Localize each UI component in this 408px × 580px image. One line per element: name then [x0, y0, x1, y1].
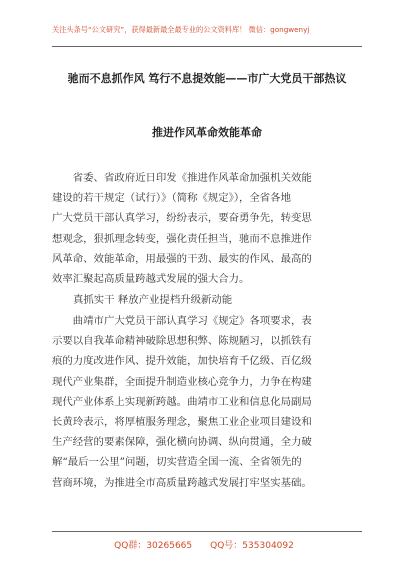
paragraph-line: 广大党员干部认真学习，纷纷表示，要奋勇争先，转变思 [52, 212, 312, 225]
paragraph-qujing [52, 311, 364, 493]
paragraph-line: 曲靖市广大党员干部认真学习《规定》各项要求，表 [52, 315, 312, 327]
header-divider [52, 46, 362, 47]
paragraph-line: 示要以自我革命精神破除思想积弊、陈规陋习，以抓铁有 [52, 335, 312, 348]
footer-qq-number: QQ号：535304092 [210, 541, 294, 551]
paragraph-intro [52, 168, 364, 289]
document-title: 驰而不息抓作风 笃行不息提效能——市广大党员干部热议 [67, 72, 347, 85]
document-title-continued: 推进作风革命效能革命 [152, 126, 262, 139]
paragraph-line: 风革命、效能革命，用最强的干劲、最实的作风、最高的 [52, 252, 312, 265]
paragraph-line: 效率汇聚起高质量跨越式发展的强大合力。 [52, 272, 250, 285]
header-note: 关注头条号“公文研究”，获得最新最全最专业的公文资料库！ 微信：gongwenyj [52, 25, 310, 34]
paragraph-line: 生产经营的要素保障，强化横向协调、纵向贯通，全力破 [52, 436, 312, 449]
paragraph-line: 省委、省政府近日印发《推进作风革命加强机关效能 [52, 172, 312, 184]
paragraph-line: 营商环境，为推进全市高质量跨越式发展打牢坚实基础。 [52, 476, 312, 489]
section-subheading: 真抓实干 释放产业提档升级新动能 [73, 294, 233, 306]
paragraph-line: 现代产业集群，全面提升制造业核心竞争力，力争在构建 [52, 375, 312, 388]
footer-contact [0, 538, 408, 551]
paragraph-line: 解“最后一公里”问题，切实营造全国一流、全省领先的 [52, 456, 302, 469]
paragraph-line: 长黄玲表示，将厚植服务理念，聚焦工业企业项目建设和 [52, 415, 312, 428]
paragraph-line: 想观念，狠抓理念转变，强化责任担当，驰而不息推进作 [52, 232, 312, 245]
paragraph-line: 建设的若干规定（试行）》（简称《规定》），全省各地 [52, 192, 291, 205]
footer-divider [52, 531, 362, 532]
paragraph-line: 现代产业体系上实现新跨越。曲靖市工业和信息化局副局 [52, 395, 312, 408]
footer-qq-group: QQ群：30265665 [114, 541, 193, 551]
paragraph-line: 痕的力度改进作风、提升效能，加快培育千亿级、百亿级 [52, 355, 312, 368]
